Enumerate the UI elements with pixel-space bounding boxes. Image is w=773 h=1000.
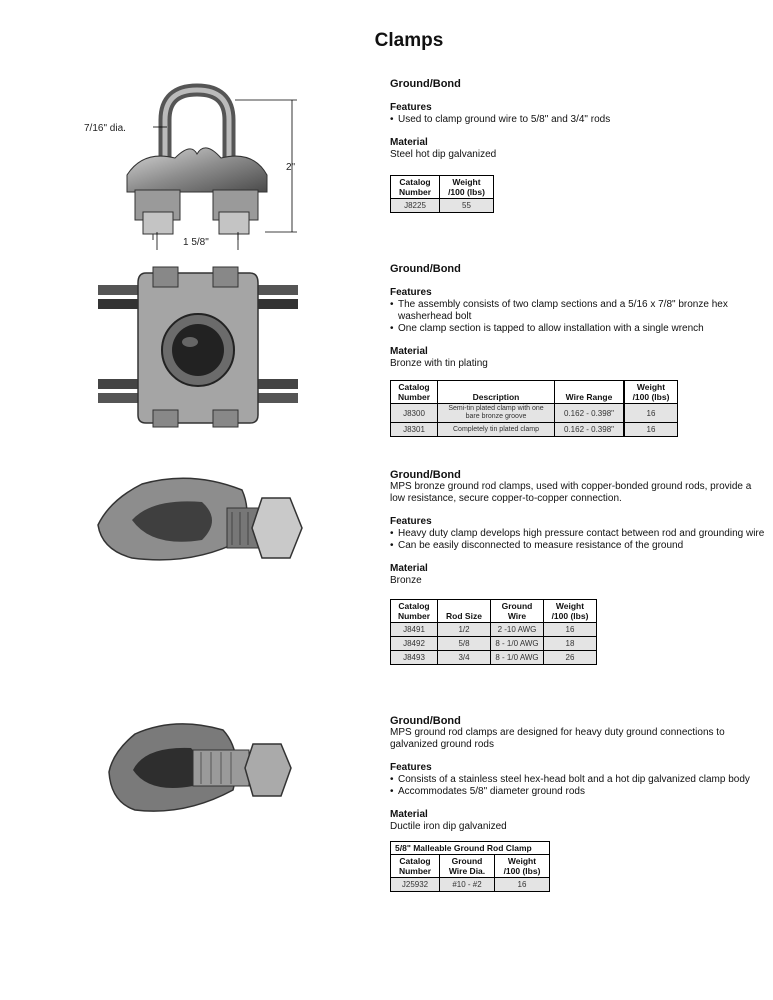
section-title: Ground/Bond [390, 469, 461, 481]
table-cell: 16 [495, 878, 550, 892]
table-header: Weight /100 (lbs) [440, 176, 494, 199]
table-cell: 0.162 - 0.398" [555, 423, 625, 437]
material-heading: Material [390, 346, 428, 357]
table-cell: 16 [544, 623, 597, 637]
u-bolt-clamp-image [95, 80, 310, 250]
material-text: Steel hot dip galvanized [390, 149, 497, 160]
table-header: Rod Size [438, 600, 491, 623]
section-1 [390, 78, 765, 213]
table-cell: J25932 [391, 878, 440, 892]
table-cell: 18 [544, 637, 597, 651]
section-2 [390, 263, 765, 437]
features-heading: Features [390, 287, 432, 298]
table-cell: 26 [544, 651, 597, 665]
table-row [391, 199, 494, 213]
table-cell: 0.162 - 0.398" [555, 404, 625, 423]
table-row [391, 651, 597, 665]
table-header: Wire Range [555, 381, 625, 404]
table-cell: J8491 [391, 623, 438, 637]
table-header: Ground Wire [491, 600, 544, 623]
spec-table [390, 841, 550, 892]
table-header: Catalog Number [391, 381, 438, 404]
table-row [391, 404, 678, 423]
table-cell: 2 -10 AWG [491, 623, 544, 637]
table-cell: 8 - 1/0 AWG [491, 651, 544, 665]
feature-item: • The assembly consists of two clamp sections and a 5/16 x 7/8" bronze hex washerhead bolt [390, 299, 765, 323]
parallel-clamp-image [98, 265, 298, 430]
feature-item: • Can be easily disconnected to measure resistance of the ground [390, 540, 765, 552]
table-header: Description [438, 381, 555, 404]
table-cell: 1/2 [438, 623, 491, 637]
feature-item: • Used to clamp ground wire to 5/8" and 3/4" rods [390, 114, 765, 126]
feature-item: • One clamp section is tapped to allow installation with a single wrench [390, 323, 765, 335]
material-text: Ductile iron dip galvanized [390, 821, 507, 832]
table-header: Catalog Number [391, 855, 440, 878]
table-row [391, 878, 550, 892]
table-cell: 5/8 [438, 637, 491, 651]
intro-text: MPS bronze ground rod clamps, used with copper-bonded ground rods, provide a low resistance, secure copper-to-copper connection. [390, 481, 752, 504]
feature-item: • Heavy duty clamp develops high pressure contact between rod and grounding wire [390, 528, 765, 540]
section-title: Ground/Bond [390, 715, 461, 727]
table-row [391, 423, 678, 437]
table-header: Weight /100 (lbs) [624, 381, 678, 404]
table-cell: 55 [440, 199, 494, 213]
intro-text: MPS ground rod clamps are designed for heavy duty ground connections to galvanized ground rods [390, 727, 725, 750]
height-dimension: 2" [286, 162, 296, 173]
table-cell: Semi-tin plated clamp with one bare bronze groove [438, 404, 555, 423]
table-cell: Completely tin plated clamp [438, 423, 555, 437]
material-heading: Material [390, 563, 428, 574]
table-header: Weight /100 (lbs) [495, 855, 550, 878]
feature-item: • Accommodates 5/8" diameter ground rods [390, 786, 765, 798]
section-3 [390, 469, 765, 665]
table-row [391, 637, 597, 651]
table-header: Catalog Number [391, 176, 440, 199]
table-header: Catalog Number [391, 600, 438, 623]
table-cell: 16 [624, 404, 678, 423]
material-heading: Material [390, 137, 428, 148]
feature-item: • Consists of a stainless steel hex-head bolt and a hot dip galvanized clamp body [390, 774, 765, 786]
material-heading: Material [390, 809, 428, 820]
table-header: Ground Wire Dia. [440, 855, 495, 878]
table-header: Weight /100 (lbs) [544, 600, 597, 623]
features-heading: Features [390, 762, 432, 773]
section-title: Ground/Bond [390, 78, 461, 90]
width-dimension: 1 5/8" [183, 237, 209, 248]
spec-table [390, 599, 597, 665]
page-title: Clamps [374, 30, 444, 51]
table-cell: J8493 [391, 651, 438, 665]
spec-table [390, 380, 678, 437]
table-cell: J8300 [391, 404, 438, 423]
table-cell: J8225 [391, 199, 440, 213]
section-4 [390, 715, 765, 892]
table-cell: #10 - #2 [440, 878, 495, 892]
table-cell: 16 [624, 423, 678, 437]
material-text: Bronze [390, 575, 422, 586]
table-cell: J8492 [391, 637, 438, 651]
galvanized-rod-clamp-image [105, 712, 295, 820]
table-cell: 3/4 [438, 651, 491, 665]
features-heading: Features [390, 516, 432, 527]
table-cell: 8 - 1/0 AWG [491, 637, 544, 651]
material-text: Bronze with tin plating [390, 358, 488, 369]
features-heading: Features [390, 102, 432, 113]
table-cell: J8301 [391, 423, 438, 437]
section-title: Ground/Bond [390, 263, 461, 275]
spec-table [390, 175, 494, 213]
table-caption: 5/8" Malleable Ground Rod Clamp [391, 842, 550, 855]
table-row [391, 623, 597, 637]
bronze-rod-clamp-image [92, 470, 304, 575]
diameter-dimension: 7/16" dia. [84, 123, 126, 134]
